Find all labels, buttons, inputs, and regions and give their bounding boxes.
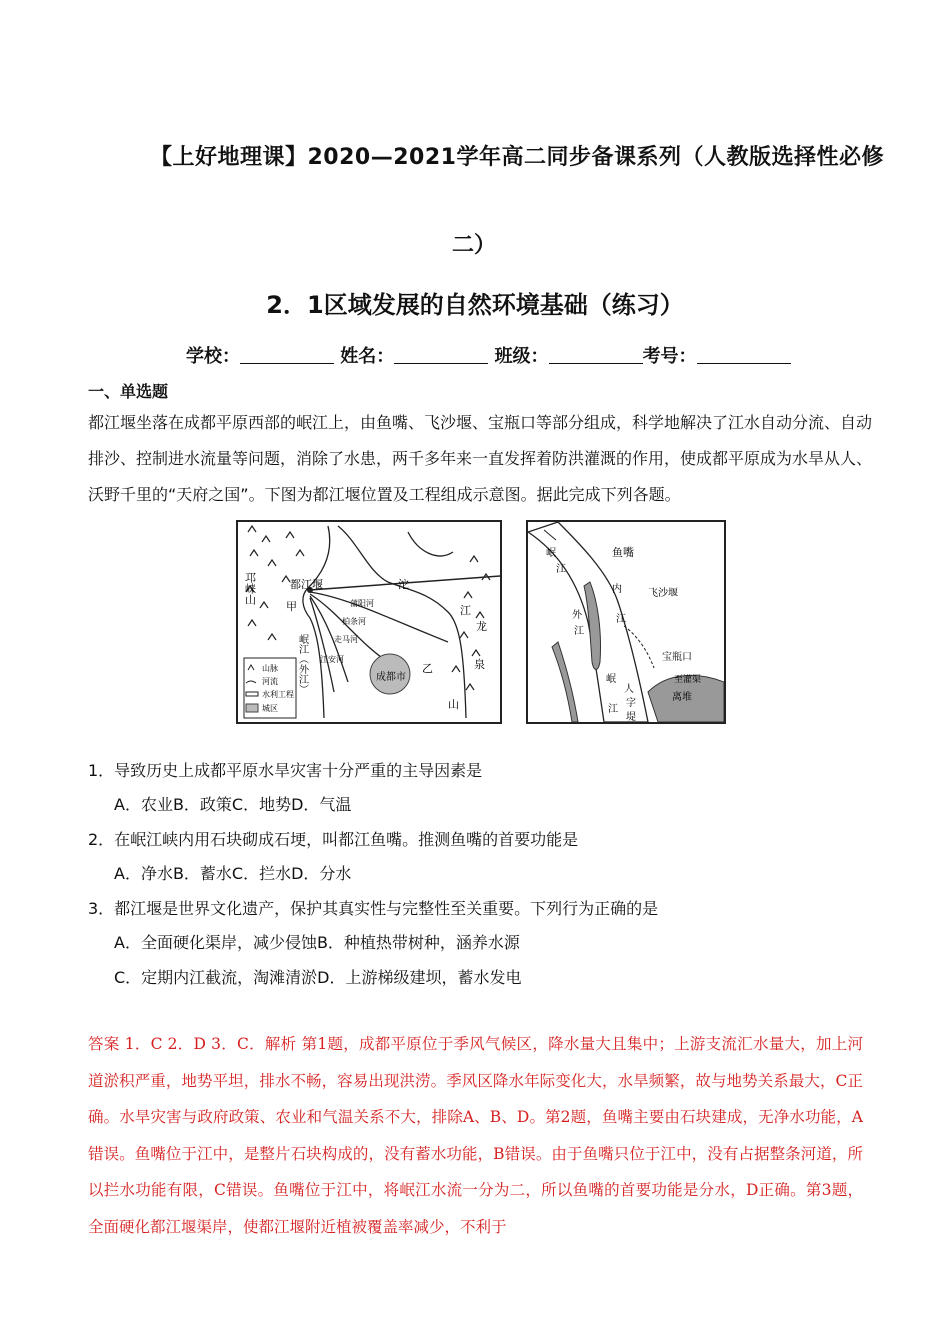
label-waijiang: 江 (574, 626, 584, 637)
label-long: 龙 (476, 620, 487, 633)
legend-mountain: 山脉 (262, 664, 278, 673)
label-canal4: 江安河 (320, 655, 344, 664)
location-map-svg (238, 522, 500, 722)
student-info-line (186, 342, 791, 368)
legend-project: 水利工程 (262, 690, 294, 699)
label-minjiang-outer: 岷江（外江） (296, 634, 308, 694)
name-blank[interactable] (394, 345, 488, 364)
question-3-options-line1: A．全面硬化渠岸，减少侵蚀B．种植热带树种，涵养水源 (114, 933, 520, 952)
school-blank[interactable] (240, 345, 334, 364)
question-1-options: A．农业B．政策C．地势D．气温 (114, 795, 352, 814)
legend-city: 城区 (262, 704, 278, 713)
outer-bank (552, 642, 578, 722)
document-title-line1: 【上好地理课】2020—2021学年高二同步备课系列（人教版选择性必修 (150, 145, 884, 170)
label-min: 岷 (546, 548, 556, 559)
section-heading: 一、单选题 (88, 382, 169, 401)
label-qionglai: 邛崃山 (243, 572, 257, 605)
exam-no-blank[interactable] (697, 345, 791, 364)
school-label: 学校： (186, 346, 240, 367)
name-label: 姓名： (340, 346, 395, 367)
lesson-title: 2．1区域发展的自然环境基础（练习） (266, 291, 684, 319)
label-chengdu: 成都市 (376, 672, 406, 683)
question-1-stem: 1．导致历史上成都平原水旱灾害十分严重的主导因素是 (88, 761, 483, 780)
class-blank[interactable] (549, 345, 643, 364)
document-title-line2: 二） (452, 233, 497, 258)
label-jiang-r: 江 (556, 564, 566, 575)
question-2-options: A．净水B．蓄水C．拦水D．分水 (114, 864, 352, 883)
class-label: 班级： (494, 346, 549, 367)
project-diagram (526, 520, 726, 724)
label-neijiang: 江 (616, 614, 626, 625)
question-3-options-line2: C．定期内江截流，淘滩清淤D．上游梯级建坝，蓄水发电 (114, 968, 522, 987)
label-feishayan: 飞沙堰 (648, 588, 678, 599)
answer-explanation: 答案 1．C 2．D 3．C．解析 第1题，成都平原位于季风气候区，降水量大且集中；上游支流汇水量大，加上河道淤积严重，地势平坦，排水不畅，容易出现洪涝。季风区降水年际变化大，水旱频繁，故与地势关系最大，C正确。水旱灾害与政府政策、农业和气温关系不大，排除A、B、D。第2题，鱼嘴主要由石块建成，无净水功能，A错误。鱼嘴位于江中，是整片石块构成的，没有蓄水功能，B错误。由于鱼嘴只位于江中，没有占据整条河道，所以拦水功能有限，C错误。鱼嘴位于江中，将岷江水流一分为二，所以鱼嘴的首要功能是分水，D正确。第3题，全面硬化都江堰渠岸，使都江堰附近植被覆盖率减少，不利于 (88, 1035, 863, 1236)
label-yi: 乙 (422, 662, 433, 675)
label-renzi: 人 (624, 684, 634, 695)
label-min2: 岷 (606, 674, 616, 685)
label-zi: 字 (626, 698, 636, 709)
label-jiang: 江 (460, 604, 471, 617)
label-dujiangyan: 都江堰 (290, 578, 323, 591)
label-baopingkou: 宝瓶口 (662, 652, 692, 663)
label-jiang2: 江 (608, 704, 618, 715)
question-3-stem: 3．都江堰是世界文化遗产，保护其真实性与完整性至关重要。下列行为正确的是 (88, 899, 659, 918)
intro-paragraph: 都江堰坐落在成都平原西部的岷江上，由鱼嘴、飞沙堰、宝瓶口等部分组成，科学地解决了江水自动分流、自动排沙、控制进水流量等问题，消除了水患，两千多年来一直发挥着防洪灌溉的作用，使成都平原成为水旱从人、沃野千里的“天府之国”。下图为都江堰位置及工程组成示意图。据此完成下列各题。 (88, 413, 873, 504)
project-diagram-svg (528, 522, 724, 722)
label-canal2: 柏条河 (342, 617, 366, 626)
label-quan: 泉 (474, 658, 485, 671)
question-2-stem: 2．在岷江峡内用石块砌成石埂，叫都江鱼嘴。推测鱼嘴的首要功能是 (88, 830, 579, 849)
label-lidui: 离堆 (672, 692, 692, 703)
label-zhiguanqu: 至灌渠 (674, 675, 702, 685)
label-jia: 甲 (286, 600, 297, 613)
label-canal3: 走马河 (334, 635, 358, 644)
label-di: 堤 (626, 712, 636, 722)
label-canal1: 蒲阳河 (350, 599, 374, 608)
label-shan: 山 (448, 698, 459, 711)
label-yuzui: 鱼嘴 (612, 546, 634, 559)
exam-no-label: 考号： (642, 346, 697, 367)
label-wai: 外 (572, 610, 582, 621)
label-tuo: 沱 (398, 578, 409, 591)
legend-city-icon (246, 704, 258, 712)
legend-river: 河流 (262, 677, 278, 686)
location-map (236, 520, 502, 724)
label-nei: 内 (612, 584, 622, 595)
